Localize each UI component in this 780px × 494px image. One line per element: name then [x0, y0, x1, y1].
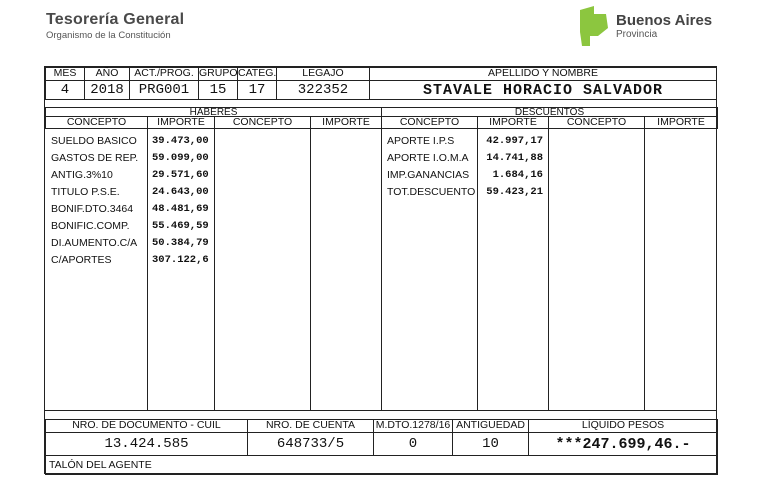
brand-subtitle: Provincia	[616, 29, 658, 40]
haberes-importe-0: 39.473,00	[152, 135, 209, 147]
haberes-title: HABERES	[45, 107, 382, 117]
haberes-importe-6: 50.384,79	[152, 237, 209, 249]
descuentos-importe-2: 1.684,16	[492, 169, 543, 181]
descuentos-concepto-3: TOT.DESCUENTO	[387, 186, 476, 198]
haberes-importe-5: 55.469,59	[152, 220, 209, 232]
descuentos-concepto-2: IMP.GANANCIAS	[387, 169, 470, 181]
haberes-concepto2-header: CONCEPTO	[214, 116, 311, 129]
anio-label: AÑO	[84, 67, 130, 81]
haberes-concepto-4: BONIF.DTO.3464	[51, 203, 134, 215]
haberes-importe-2: 29.571,60	[152, 169, 209, 181]
descuentos-concepto-1: APORTE I.O.M.A	[387, 152, 469, 164]
haberes-concepto-6: DI.AUMENTO.C/A	[51, 237, 138, 249]
documento-value: 13.424.585	[45, 432, 248, 456]
province-map-icon	[578, 6, 610, 46]
categ-value: 17	[237, 80, 277, 100]
apellido-nombre-label: APELLIDO Y NOMBRE	[369, 67, 717, 81]
descuentos-importe-header: IMPORTE	[477, 116, 549, 129]
anio-value: 2018	[84, 80, 130, 100]
grupo-value: 15	[198, 80, 238, 100]
haberes-concepto-7: C/APORTES	[51, 254, 112, 266]
haberes-concepto-0: SUELDO BASICO	[51, 135, 137, 147]
buenos-aires-logo	[578, 6, 738, 46]
haberes-concepto-3: TITULO P.S.E.	[51, 186, 120, 198]
legajo-value: 322352	[276, 80, 370, 100]
legajo-label: LEGAJO	[276, 67, 370, 81]
haberes-concepto-1: GASTOS DE REP.	[51, 152, 139, 164]
descuentos-concepto-header: CONCEPTO	[381, 116, 478, 129]
grupo-label: GRUPO	[199, 67, 238, 79]
antiguedad-label: ANTIGUEDAD	[452, 419, 529, 433]
apellido-nombre-value: STAVALE HORACIO SALVADOR	[369, 80, 717, 100]
haberes-importe-1: 59.099,00	[152, 152, 209, 164]
mes-value: 4	[45, 80, 85, 100]
descuentos-importe-0: 42.997,17	[486, 135, 543, 147]
haberes-importe-header: IMPORTE	[147, 116, 215, 129]
descuentos-importe-1: 14.741,88	[486, 152, 543, 164]
descuentos-importe2-header: IMPORTE	[644, 116, 718, 129]
tesoreria-title: Tesorería General	[46, 11, 185, 28]
haberes-importe-4: 48.481,69	[152, 203, 209, 215]
haberes-importe-3: 24.643,00	[152, 186, 209, 198]
documento-label: NRO. DE DOCUMENTO - CUIL	[45, 419, 248, 433]
cuenta-value: 648733/5	[247, 432, 374, 456]
mes-label: MES	[45, 67, 85, 81]
mdto-label: M.DTO.1278/16	[373, 419, 453, 433]
liquido-value: ***247.699,46.-	[528, 432, 718, 456]
antiguedad-value: 10	[452, 432, 529, 456]
descuentos-title: DESCUENTOS	[381, 107, 718, 117]
haberes-concepto-header: CONCEPTO	[45, 116, 148, 129]
categ-label: CATEG.	[238, 67, 277, 79]
descuentos-concepto-0: APORTE I.P.S	[387, 135, 455, 147]
mdto-value: 0	[373, 432, 453, 456]
haberes-importe-7: 307.122,6	[152, 254, 209, 266]
liquido-label: LÍQUIDO PESOS	[528, 419, 718, 433]
haberes-concepto-2: ANTIG.3%10	[51, 169, 113, 181]
haberes-importe2-header: IMPORTE	[310, 116, 382, 129]
brand-title: Buenos Aires	[616, 12, 713, 29]
haberes-concepto-5: BONIFIC.COMP.	[51, 220, 130, 232]
talon-label: TALÓN DEL AGENTE	[45, 455, 718, 475]
act-prog-value: PRG001	[129, 80, 199, 100]
tesoreria-logo	[46, 11, 184, 41]
cuenta-label: NRO. DE CUENTA	[247, 419, 374, 433]
descuentos-concepto2-header: CONCEPTO	[548, 116, 645, 129]
act-prog-label: ACT./PROG.	[129, 67, 199, 81]
payslip-form	[44, 66, 717, 474]
tesoreria-subtitle: Organismo de la Constitución	[46, 30, 171, 41]
descuentos-importe-3: 59.423,21	[486, 186, 543, 198]
